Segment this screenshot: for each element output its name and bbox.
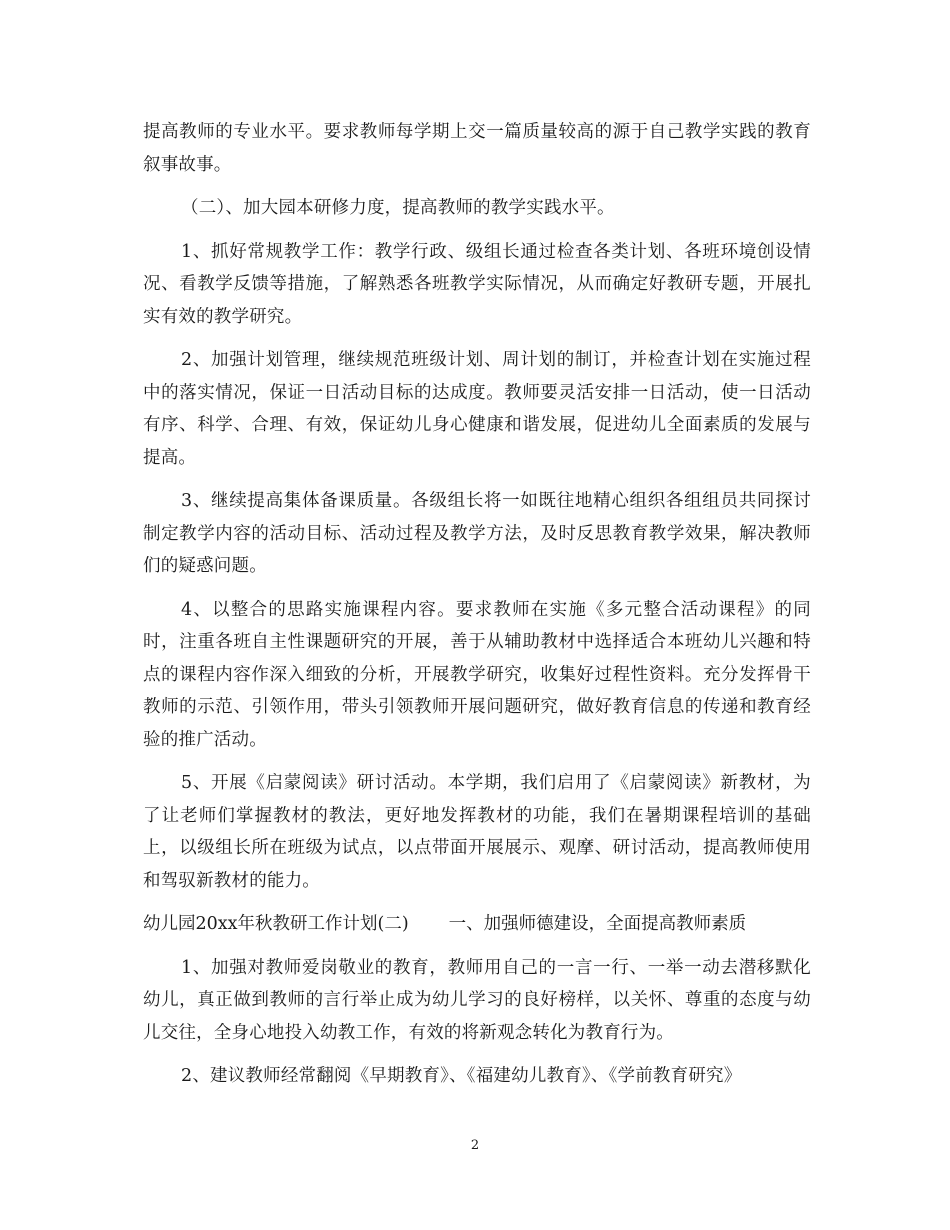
paragraph-continuation: 提高教师的专业水平。要求教师每学期上交一篇质量较高的源于自己教学实践的教育叙事故事。	[143, 122, 811, 175]
paragraph-ethics-item-1: 1、加强对教师爱岗敬业的教育，教师用自己的一言一行、一举一动去潜移默化幼儿，真正做到教师的言行举止成为幼儿学习的良好榜样，以关怀、尊重的态度与幼儿交往，全身心地投入幼教工作，有效的将新观念转化为教育行为。	[143, 957, 811, 1043]
page-number: 2	[470, 1138, 480, 1153]
paragraph-item-5: 5、开展《启蒙阅读》研讨活动。本学期，我们启用了《启蒙阅读》新教材，为了让老师们掌握教材的教法，更好地发挥教材的功能，我们在暑期课程培训的基础上，以级组长所在班级为试点，以点带面开展展示、观摩、研讨活动，提高教师使用和驾驭新教材的能力。	[143, 773, 811, 891]
paragraph-item-3: 3、继续提高集体备课质量。各级组长将一如既往地精心组织各组组员共同探讨制定教学内容的活动目标、活动过程及教学方法，及时反思教育教学效果，解决教师们的疑惑问题。	[143, 491, 811, 576]
section-subtitle: 一、加强师德建设，全面提高教师素质	[448, 914, 747, 934]
paragraph-section-two-heading: （二）、加大园本研修力度，提高教师的教学实践水平。	[181, 198, 615, 218]
paragraph-ethics-item-2: 2、建议教师经常翻阅《早期教育》、《福建幼儿教育》、《学前教育研究》	[181, 1066, 742, 1086]
heading-gap	[409, 908, 449, 941]
paragraph-item-2: 2、加强计划管理，继续规范班级计划、周计划的制订，并检查计划在实施过程中的落实情况，保证一日活动目标的达成度。教师要灵活安排一日活动，使一日活动有序、科学、合理、有效，保证幼儿身心健康和谐发展，促进幼儿全面素质的发展与提高。	[143, 350, 811, 468]
paragraph-item-4: 4、以整合的思路实施课程内容。要求教师在实施《多元整合活动课程》的同时，注重各班自主性课题研究的开展，善于从辅助教材中选择适合本班幼儿兴趣和特点的课程内容作深入细致的分析，开展教学研究，收集好过程性资料。充分发挥骨干教师的示范、引领作用，带头引领教师开展问题研究，做好教育信息的传递和教育经验的推广活动。	[143, 599, 811, 750]
document-body	[143, 116, 811, 1104]
paragraph-item-1: 1、抓好常规教学工作：教学行政、级组长通过检查各类计划、各班环境创设情况、看教学反馈等措施，了解熟悉各班教学实际情况，从而确定好教研专题，开展扎实有效的教学研究。	[143, 241, 811, 327]
section-title: 幼儿园20xx年秋教研工作计划(二)	[143, 914, 409, 934]
section-heading-line	[143, 908, 811, 941]
